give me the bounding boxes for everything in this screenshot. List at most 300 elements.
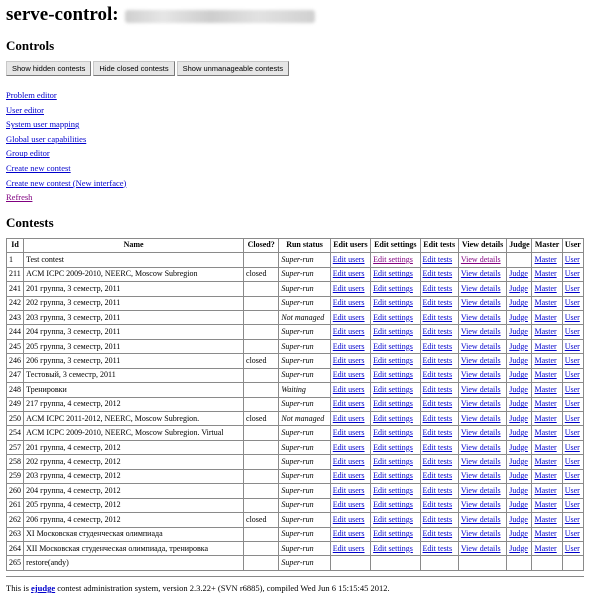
contest-id: 241 [7,282,24,296]
edit-tests-link[interactable]: Edit tests [422,457,453,467]
cell-user [562,498,583,512]
cell-view-details [458,498,506,512]
edit-settings-link[interactable]: Edit settings [373,413,413,423]
contest-closed [244,469,279,483]
edit-settings-link[interactable]: Edit settings [373,341,413,351]
cell-user [562,426,583,440]
contest-closed [244,253,279,267]
master-link[interactable]: Master [534,413,557,423]
judge-link[interactable]: Judge [509,471,528,481]
view-details-link[interactable]: View details [460,514,501,524]
cell-edit-tests [420,412,458,426]
master-link[interactable]: Master [534,327,557,337]
edit-tests-link[interactable]: Edit tests [422,500,453,510]
edit-users-link[interactable]: Edit users [332,384,365,394]
cell-edit-users [330,253,370,267]
contest-run-status: Super-run [279,541,330,555]
contest-run-status: Super-run [279,339,330,353]
judge-link[interactable]: Judge [509,370,528,380]
judge-link[interactable]: Judge [509,457,528,467]
contest-run-status: Not managed [279,412,330,426]
user-link[interactable]: User [564,370,580,380]
view-details-link[interactable]: View details [460,471,501,481]
view-details-link[interactable]: View details [460,485,501,495]
table-row [7,440,584,454]
contest-name: 204 группа, 4 семестр, 2012 [24,484,244,498]
edit-tests-link[interactable]: Edit tests [422,254,453,264]
cell-master [532,354,562,368]
judge-link[interactable]: Judge [509,269,528,279]
user-link[interactable]: User [564,543,580,553]
cell-edit-users [330,484,370,498]
edit-settings-link[interactable]: Edit settings [373,442,413,452]
judge-link[interactable]: Judge [509,485,528,495]
master-link[interactable]: Master [534,485,557,495]
view-details-link[interactable]: View details [460,370,501,380]
cell-edit-tests [420,527,458,541]
user-link[interactable]: User [564,471,580,481]
edit-tests-link[interactable]: Edit tests [422,529,453,539]
edit-tests-link[interactable]: Edit tests [422,399,453,409]
user-link[interactable]: User [564,327,580,337]
master-link[interactable]: Master [534,298,557,308]
view-details-link[interactable]: View details [460,457,501,467]
edit-users-link[interactable]: Edit users [332,283,365,293]
cell-judge [507,556,532,570]
contest-id: 261 [7,498,24,512]
cell-judge [507,253,532,267]
control-link-7[interactable]: Refresh [6,192,33,203]
edit-users-link[interactable]: Edit users [332,399,365,409]
judge-link[interactable]: Judge [509,298,528,308]
master-link[interactable]: Master [534,283,557,293]
cell-master [532,253,562,267]
user-link[interactable]: User [564,384,580,394]
edit-settings-link[interactable]: Edit settings [373,399,413,409]
cell-edit-users [330,296,370,310]
redacted-hostname [125,10,315,23]
edit-users-link[interactable]: Edit users [332,254,365,264]
user-link[interactable]: User [564,514,580,524]
cell-view-details [458,469,506,483]
cell-view-details [458,339,506,353]
cell-user [562,325,583,339]
table-row [7,541,584,555]
cell-judge [507,469,532,483]
cell-edit-tests [420,513,458,527]
edit-tests-link[interactable]: Edit tests [422,283,453,293]
user-link[interactable]: User [564,283,580,293]
contest-closed [244,339,279,353]
cell-edit-settings [371,541,420,555]
user-link[interactable]: User [564,399,580,409]
user-link[interactable]: User [564,269,580,279]
cell-view-details [458,484,506,498]
contest-name: 206 группа, 4 семестр, 2012 [24,513,244,527]
edit-tests-link[interactable]: Edit tests [422,341,453,351]
edit-settings-link[interactable]: Edit settings [373,500,413,510]
contest-name: ACM ICPC 2011-2012, NEERC, Moscow Subregion. [24,412,244,426]
contest-name: 201 группа, 3 семестр, 2011 [24,282,244,296]
contest-id: 249 [7,397,24,411]
cell-edit-tests [420,296,458,310]
contest-run-status: Super-run [279,426,330,440]
control-link-0[interactable]: Problem editor [6,90,57,100]
cell-view-details [458,267,506,281]
master-link[interactable]: Master [534,428,557,438]
cell-edit-tests [420,556,458,570]
cell-edit-settings [371,267,420,281]
view-details-link[interactable]: View details [460,254,501,264]
contest-run-status: Super-run [279,469,330,483]
cell-view-details [458,368,506,382]
cell-edit-settings [371,383,420,397]
edit-tests-link[interactable]: Edit tests [422,355,453,365]
table-row [7,296,584,310]
edit-settings-link[interactable]: Edit settings [373,529,413,539]
cell-user [562,383,583,397]
edit-users-link[interactable]: Edit users [332,457,365,467]
contest-id: 246 [7,354,24,368]
edit-users-link[interactable]: Edit users [332,485,365,495]
edit-settings-link[interactable]: Edit settings [373,485,413,495]
table-header-row [7,238,584,252]
edit-users-link[interactable]: Edit users [332,500,365,510]
cell-user [562,339,583,353]
contest-run-status: Super-run [279,253,330,267]
judge-link[interactable]: Judge [509,399,528,409]
edit-settings-link[interactable]: Edit settings [373,269,413,279]
view-details-link[interactable]: View details [460,269,501,279]
cell-user [562,513,583,527]
table-row [7,325,584,339]
cell-edit-settings [371,397,420,411]
edit-users-link[interactable]: Edit users [332,298,365,308]
user-link[interactable]: User [564,254,580,264]
master-link[interactable]: Master [534,254,557,264]
cell-edit-tests [420,354,458,368]
cell-user [562,455,583,469]
ejudge-link[interactable]: ejudge [31,583,56,593]
column-header: Edit users [330,238,370,252]
cell-edit-users [330,383,370,397]
master-link[interactable]: Master [534,442,557,452]
master-link[interactable]: Master [534,341,557,351]
cell-edit-tests [420,498,458,512]
view-details-link[interactable]: View details [460,413,501,423]
edit-users-link[interactable]: Edit users [332,442,365,452]
control-button-2[interactable]: Show unmanageable contests [177,61,290,76]
cell-edit-tests [420,368,458,382]
cell-edit-users [330,397,370,411]
control-link-2[interactable]: System user mapping [6,119,80,130]
cell-view-details [458,296,506,310]
column-header: User [562,238,583,252]
view-details-link[interactable]: View details [460,529,501,539]
view-details-link[interactable]: View details [460,399,501,409]
master-link[interactable]: Master [534,269,557,279]
footer [6,583,390,593]
judge-link[interactable]: Judge [509,384,528,394]
view-details-link[interactable]: View details [460,312,501,322]
edit-settings-link[interactable]: Edit settings [373,355,413,365]
edit-tests-link[interactable]: Edit tests [422,269,453,279]
cell-edit-users [330,368,370,382]
edit-users-link[interactable]: Edit users [332,327,365,337]
contest-closed [244,498,279,512]
contest-closed [244,296,279,310]
cell-edit-tests [420,310,458,324]
master-link[interactable]: Master [534,355,557,365]
edit-tests-link[interactable]: Edit tests [422,298,453,308]
master-link[interactable]: Master [534,384,557,394]
edit-tests-link[interactable]: Edit tests [422,471,453,481]
judge-link[interactable]: Judge [509,529,528,539]
edit-settings-link[interactable]: Edit settings [373,283,413,293]
user-link[interactable]: User [564,457,580,467]
table-row [7,484,584,498]
controls-heading: Controls [6,38,55,53]
cell-judge [507,296,532,310]
control-link-3[interactable]: Global user capabilities [6,133,87,144]
judge-link[interactable]: Judge [509,327,528,337]
contest-id: 254 [7,426,24,440]
cell-edit-users [330,282,370,296]
control-link-4[interactable]: Group editor [6,148,50,159]
user-link[interactable]: User [564,298,580,308]
contest-run-status: Super-run [279,282,330,296]
cell-edit-tests [420,541,458,555]
edit-settings-link[interactable]: Edit settings [373,514,413,524]
user-link[interactable]: User [564,529,580,539]
edit-users-link[interactable]: Edit users [332,471,365,481]
edit-settings-link[interactable]: Edit settings [373,384,413,394]
view-details-link[interactable]: View details [460,428,501,438]
edit-tests-link[interactable]: Edit tests [422,312,453,322]
cell-view-details [458,527,506,541]
cell-edit-settings [371,282,420,296]
table-row [7,455,584,469]
judge-link[interactable]: Judge [509,514,528,524]
edit-settings-link[interactable]: Edit settings [373,428,413,438]
contest-id: 262 [7,513,24,527]
user-link[interactable]: User [564,355,580,365]
master-link[interactable]: Master [534,471,557,481]
cell-user [562,440,583,454]
master-link[interactable]: Master [534,500,557,510]
cell-edit-settings [371,426,420,440]
edit-tests-link[interactable]: Edit tests [422,428,453,438]
master-link[interactable]: Master [534,399,557,409]
cell-judge [507,354,532,368]
cell-edit-settings [371,339,420,353]
user-link[interactable]: User [564,312,580,322]
cell-edit-users [330,412,370,426]
edit-tests-link[interactable]: Edit tests [422,413,453,423]
cell-view-details [458,513,506,527]
edit-settings-link[interactable]: Edit settings [373,457,413,467]
edit-users-link[interactable]: Edit users [332,428,365,438]
view-details-link[interactable]: View details [460,384,501,394]
edit-settings-link[interactable]: Edit settings [373,298,413,308]
view-details-link[interactable]: View details [460,298,501,308]
cell-view-details [458,354,506,368]
column-header: Id [7,238,24,252]
edit-users-link[interactable]: Edit users [332,543,365,553]
contest-run-status: Super-run [279,296,330,310]
contest-id: 265 [7,556,24,570]
table-row [7,267,584,281]
edit-tests-link[interactable]: Edit tests [422,485,453,495]
cell-edit-tests [420,339,458,353]
edit-users-link[interactable]: Edit users [332,341,365,351]
table-row [7,498,584,512]
cell-edit-settings [371,368,420,382]
cell-master [532,267,562,281]
footer-divider [6,576,584,577]
cell-view-details [458,455,506,469]
page-title-text: serve-control: [6,4,119,25]
edit-users-link[interactable]: Edit users [332,269,365,279]
cell-edit-settings [371,310,420,324]
edit-tests-link[interactable]: Edit tests [422,370,453,380]
contest-closed [244,383,279,397]
cell-edit-settings [371,253,420,267]
contest-closed: closed [244,513,279,527]
judge-link[interactable]: Judge [509,355,528,365]
cell-master [532,426,562,440]
contest-run-status: Super-run [279,267,330,281]
edit-users-link[interactable]: Edit users [332,370,365,380]
cell-view-details [458,383,506,397]
judge-link[interactable]: Judge [509,413,528,423]
control-button-0[interactable]: Show hidden contests [6,61,91,76]
contest-name: 204 группа, 3 семестр, 2011 [24,325,244,339]
table-row [7,253,584,267]
table-row [7,368,584,382]
cell-edit-tests [420,397,458,411]
cell-edit-tests [420,253,458,267]
edit-settings-link[interactable]: Edit settings [373,370,413,380]
cell-edit-tests [420,267,458,281]
edit-users-link[interactable]: Edit users [332,312,365,322]
control-link-5[interactable]: Create new contest [6,162,71,173]
cell-edit-users [330,469,370,483]
contest-run-status: Waiting [279,383,330,397]
contest-closed [244,325,279,339]
master-link[interactable]: Master [534,529,557,539]
cell-user [562,541,583,555]
contest-name: 217 группа, 4 семестр, 2012 [24,397,244,411]
contest-run-status: Super-run [279,556,330,570]
master-link[interactable]: Master [534,543,557,553]
footer-suffix: contest administration system, version 2.3.22+ (SVN r6885), compiled Wed Jun 6 15:15:45 2012. [55,583,390,593]
cell-judge [507,541,532,555]
judge-link[interactable]: Judge [509,442,528,452]
cell-edit-tests [420,325,458,339]
edit-tests-link[interactable]: Edit tests [422,327,453,337]
control-link-1[interactable]: User editor [6,104,45,115]
view-details-link[interactable]: View details [460,543,501,553]
cell-judge [507,339,532,353]
edit-settings-link[interactable]: Edit settings [373,254,413,264]
cell-edit-tests [420,440,458,454]
contest-closed [244,368,279,382]
edit-settings-link[interactable]: Edit settings [373,471,413,481]
cell-user [562,253,583,267]
contest-id: 260 [7,484,24,498]
edit-settings-link[interactable]: Edit settings [373,327,413,337]
master-link[interactable]: Master [534,370,557,380]
column-header: Master [532,238,562,252]
contest-name: Test contest [24,253,244,267]
cell-user [562,556,583,570]
cell-edit-users [330,440,370,454]
edit-users-link[interactable]: Edit users [332,529,365,539]
cell-master [532,541,562,555]
user-link[interactable]: User [564,341,580,351]
cell-user [562,469,583,483]
edit-users-link[interactable]: Edit users [332,514,365,524]
contest-run-status: Super-run [279,440,330,454]
judge-link[interactable]: Judge [509,428,528,438]
cell-master [532,282,562,296]
contest-closed [244,440,279,454]
view-details-link[interactable]: View details [460,442,501,452]
user-link[interactable]: User [564,500,580,510]
user-link[interactable]: User [564,428,580,438]
view-details-link[interactable]: View details [460,341,501,351]
contest-id: 258 [7,455,24,469]
control-link-6[interactable]: Create new contest (New interface) [6,177,127,188]
master-link[interactable]: Master [534,312,557,322]
contest-name: XII Московская студенческая олимпиада, тренировка [24,541,244,555]
edit-tests-link[interactable]: Edit tests [422,442,453,452]
cell-judge [507,325,532,339]
contest-name: Тестовый, 3 семестр, 2011 [24,368,244,382]
edit-users-link[interactable]: Edit users [332,413,365,423]
user-link[interactable]: User [564,413,580,423]
user-link[interactable]: User [564,485,580,495]
edit-users-link[interactable]: Edit users [332,355,365,365]
table-row [7,556,584,570]
cell-view-details [458,253,506,267]
view-details-link[interactable]: View details [460,327,501,337]
judge-link[interactable]: Judge [509,312,528,322]
judge-link[interactable]: Judge [509,341,528,351]
contest-id: 242 [7,296,24,310]
contest-run-status: Super-run [279,368,330,382]
edit-tests-link[interactable]: Edit tests [422,514,453,524]
judge-link[interactable]: Judge [509,283,528,293]
master-link[interactable]: Master [534,514,557,524]
cell-edit-settings [371,513,420,527]
cell-judge [507,282,532,296]
edit-settings-link[interactable]: Edit settings [373,543,413,553]
judge-link[interactable]: Judge [509,543,528,553]
edit-tests-link[interactable]: Edit tests [422,384,453,394]
control-button-1[interactable]: Hide closed contests [93,61,174,76]
view-details-link[interactable]: View details [460,500,501,510]
user-link[interactable]: User [564,442,580,452]
view-details-link[interactable]: View details [460,355,501,365]
cell-edit-users [330,339,370,353]
judge-link[interactable]: Judge [509,500,528,510]
edit-settings-link[interactable]: Edit settings [373,312,413,322]
view-details-link[interactable]: View details [460,283,501,293]
master-link[interactable]: Master [534,457,557,467]
edit-tests-link[interactable]: Edit tests [422,543,453,553]
